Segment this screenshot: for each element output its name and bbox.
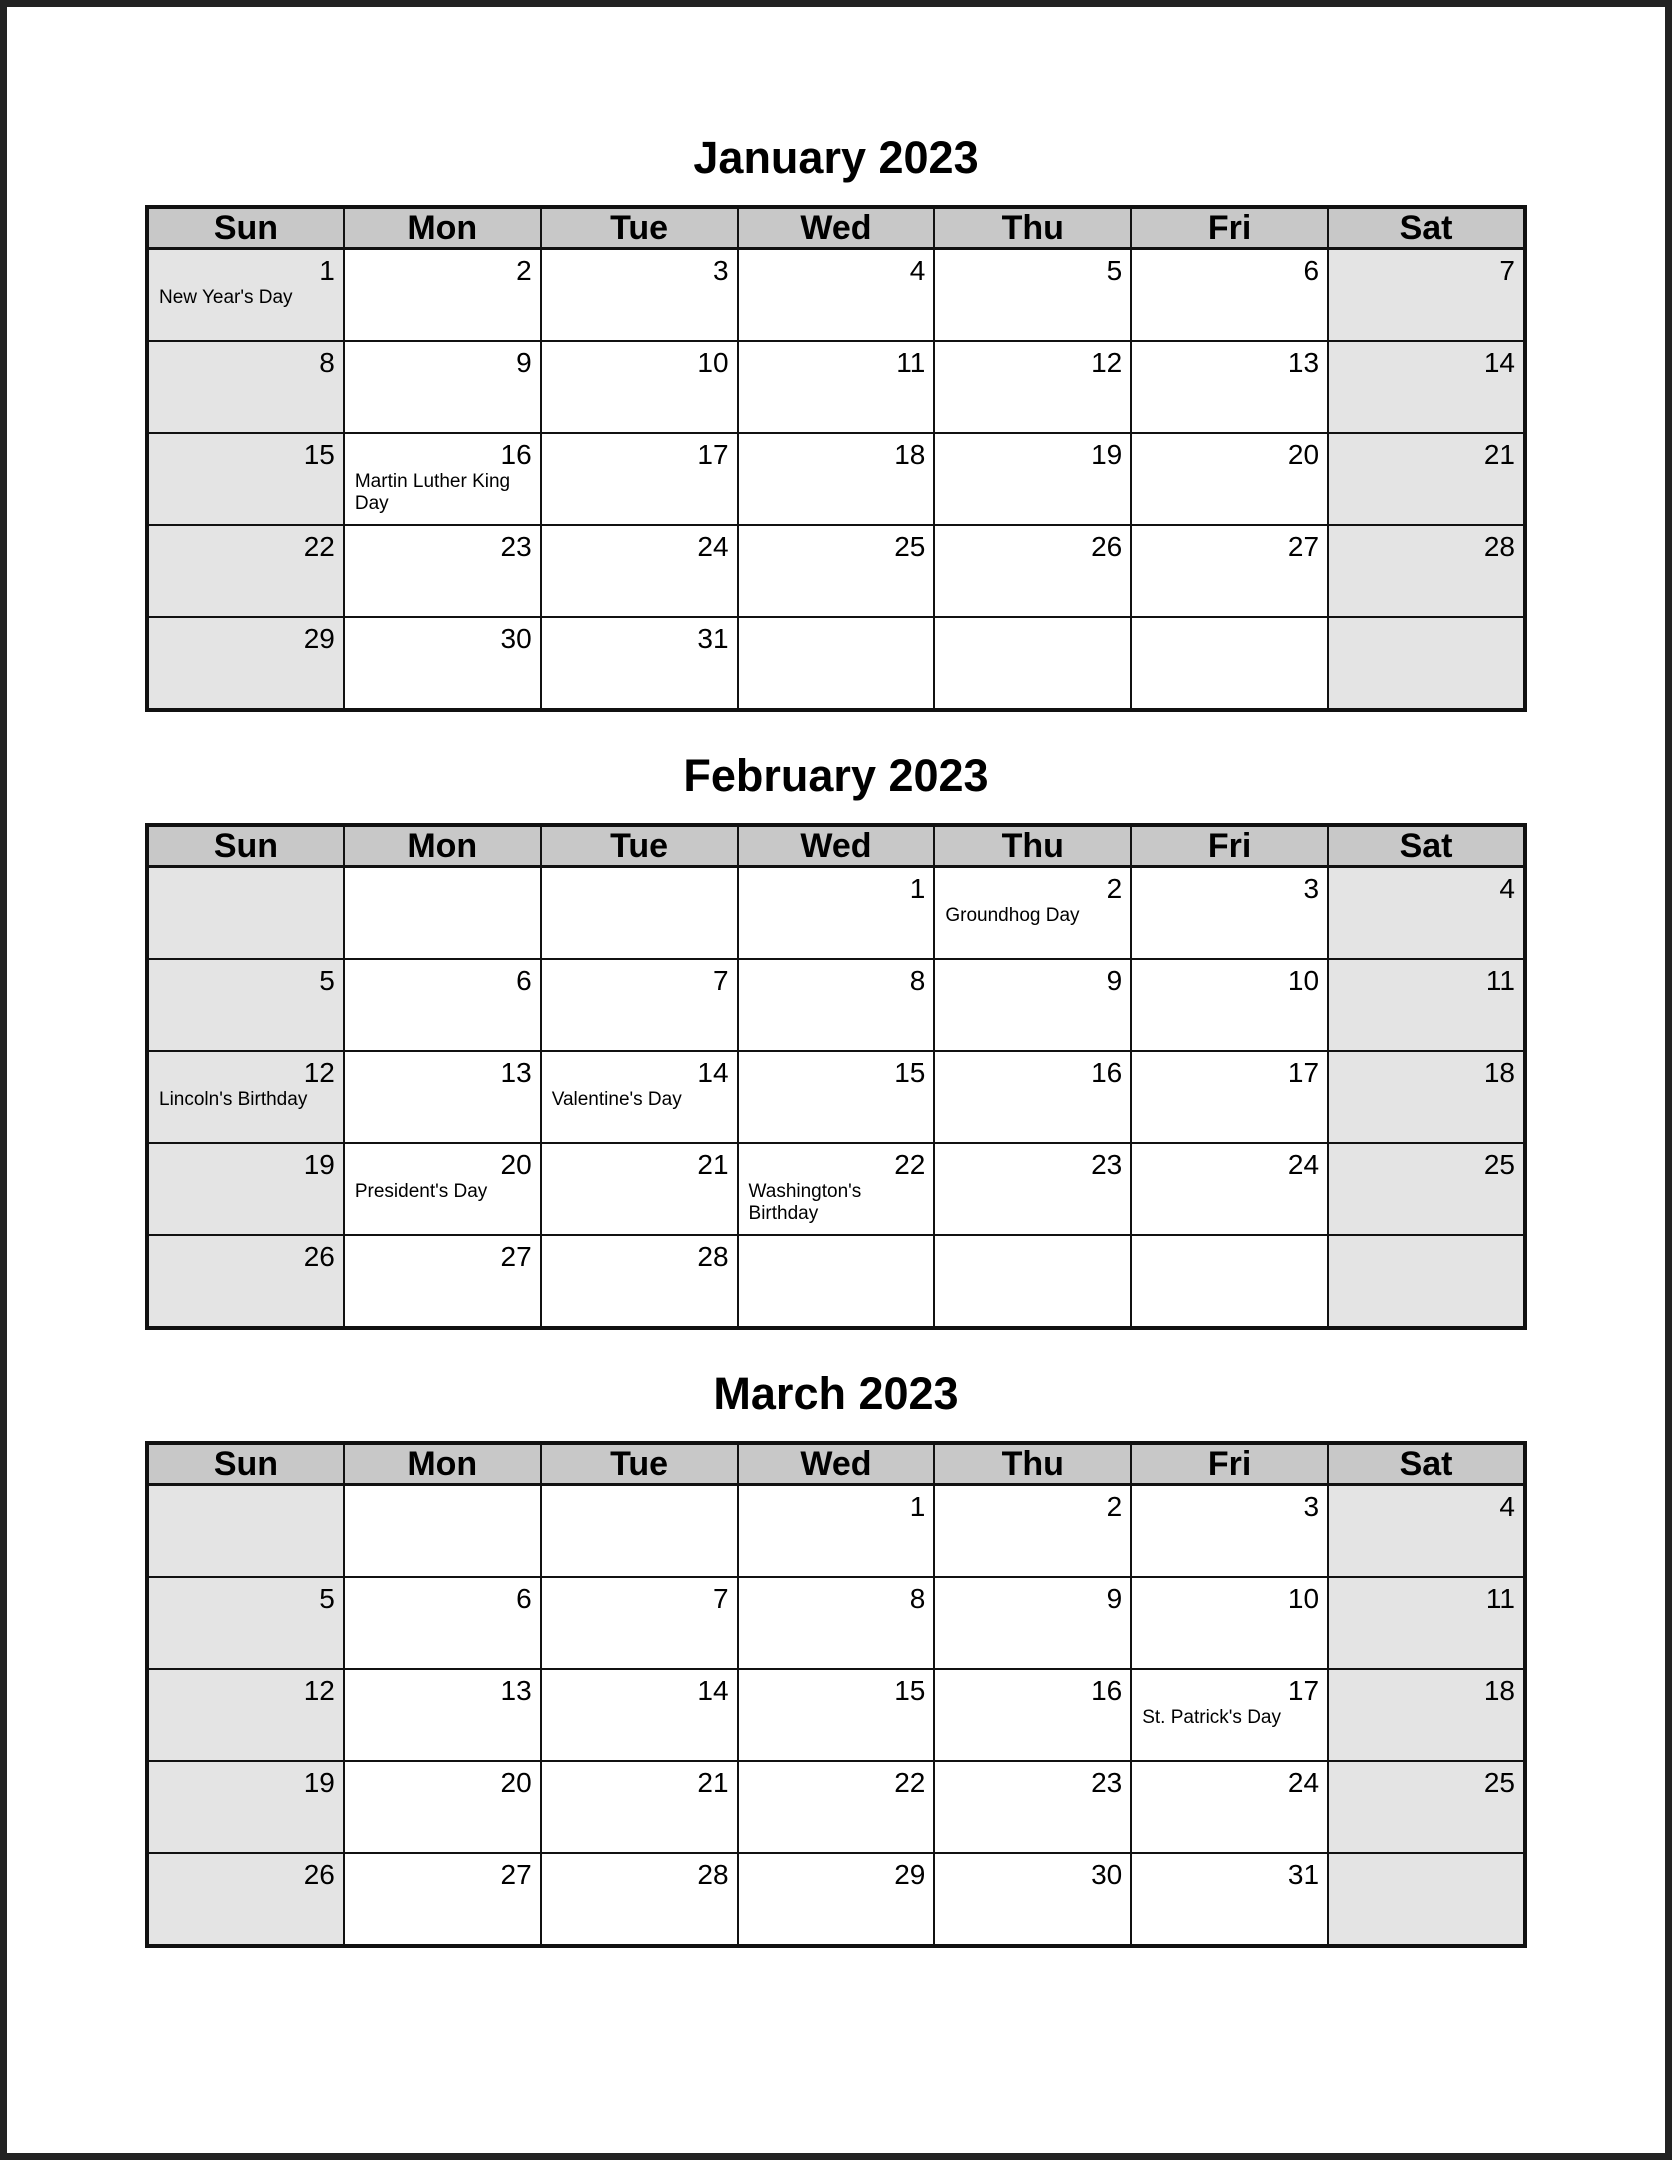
day-cell xyxy=(1131,1051,1328,1143)
holiday-label: Lincoln's Birthday xyxy=(159,1089,308,1110)
day-number: 4 xyxy=(1499,873,1515,904)
day-cell xyxy=(738,341,935,433)
calendar-body xyxy=(147,249,1525,711)
day-number: 31 xyxy=(1287,1859,1320,1890)
weekday-header-sun: Sun xyxy=(147,207,344,249)
day-cell xyxy=(1131,525,1328,617)
day-number: 14 xyxy=(697,1057,729,1088)
day-number: 18 xyxy=(1483,1675,1515,1706)
day-cell xyxy=(738,525,935,617)
day-cell xyxy=(344,1485,541,1578)
day-cell xyxy=(1131,1235,1328,1328)
day-number: 19 xyxy=(303,1149,335,1180)
calendar-grid xyxy=(145,823,1527,1330)
day-cell xyxy=(934,341,1131,433)
day-cell xyxy=(738,1853,935,1946)
day-number: 24 xyxy=(1287,1149,1320,1180)
day-cell xyxy=(1328,1051,1525,1143)
week-row xyxy=(147,1485,1525,1578)
day-number: 18 xyxy=(1483,1057,1515,1088)
holiday-label: Washington's Birthday xyxy=(748,1181,862,1224)
day-cell xyxy=(934,1235,1131,1328)
day-number: 4 xyxy=(1499,1491,1515,1522)
calendar-body xyxy=(147,1485,1525,1947)
day-cell xyxy=(934,617,1131,710)
day-number: 11 xyxy=(1485,1583,1515,1614)
day-number: 29 xyxy=(303,623,335,654)
week-row xyxy=(147,341,1525,433)
day-number xyxy=(935,1236,1130,1272)
day-number: 20 xyxy=(500,1149,532,1180)
weekday-header-tue: Tue xyxy=(541,1443,738,1485)
day-cell xyxy=(1328,249,1525,342)
weekday-header-row xyxy=(147,825,1525,867)
day-cell xyxy=(738,1577,935,1669)
day-cell xyxy=(1328,1853,1525,1946)
day-number xyxy=(1329,618,1523,654)
day-number: 9 xyxy=(516,347,532,378)
holiday-label: St. Patrick's Day xyxy=(1142,1707,1281,1728)
day-number: 1 xyxy=(319,255,335,286)
calendar-grid xyxy=(145,1441,1527,1948)
day-cell xyxy=(147,867,344,960)
day-cell xyxy=(934,1761,1131,1853)
day-cell xyxy=(541,1051,738,1143)
day-number: 23 xyxy=(1091,1149,1123,1180)
day-number: 24 xyxy=(1287,1767,1320,1798)
week-row xyxy=(147,249,1525,342)
weekday-header-mon: Mon xyxy=(344,1443,541,1485)
day-number: 10 xyxy=(1287,1583,1320,1614)
day-number: 15 xyxy=(894,1057,926,1088)
day-cell xyxy=(344,1051,541,1143)
day-cell xyxy=(344,1669,541,1761)
day-number: 22 xyxy=(894,1149,926,1180)
day-number: 21 xyxy=(697,1767,729,1798)
day-number: 5 xyxy=(1106,255,1123,286)
day-number: 4 xyxy=(909,255,926,286)
holiday-label: New Year's Day xyxy=(159,287,293,308)
day-number: 5 xyxy=(319,1583,335,1614)
day-cell xyxy=(541,1853,738,1946)
weekday-header-tue: Tue xyxy=(541,825,738,867)
day-cell xyxy=(1131,1485,1328,1578)
week-row xyxy=(147,525,1525,617)
day-cell xyxy=(1131,249,1328,342)
day-number: 26 xyxy=(303,1859,335,1890)
week-row xyxy=(147,959,1525,1051)
day-cell xyxy=(147,1761,344,1853)
day-number: 20 xyxy=(1287,439,1320,470)
day-cell xyxy=(541,1143,738,1235)
weekday-header-sat: Sat xyxy=(1328,825,1525,867)
day-number: 11 xyxy=(896,347,926,378)
day-number: 2 xyxy=(1106,873,1123,904)
day-number: 27 xyxy=(500,1859,532,1890)
weekday-header-wed: Wed xyxy=(738,825,935,867)
day-cell xyxy=(934,1853,1131,1946)
day-number: 7 xyxy=(1499,255,1515,286)
day-number: 18 xyxy=(894,439,926,470)
day-cell xyxy=(541,867,738,960)
day-cell xyxy=(1328,867,1525,960)
day-number: 26 xyxy=(1091,531,1123,562)
day-cell xyxy=(1328,1143,1525,1235)
day-cell xyxy=(541,1577,738,1669)
day-cell xyxy=(1328,433,1525,525)
day-cell xyxy=(541,1235,738,1328)
day-cell xyxy=(147,1669,344,1761)
day-cell xyxy=(344,433,541,525)
weekday-header-wed: Wed xyxy=(738,1443,935,1485)
day-number: 28 xyxy=(697,1859,729,1890)
day-cell xyxy=(147,1235,344,1328)
day-cell xyxy=(147,1051,344,1143)
day-number: 17 xyxy=(697,439,729,470)
day-number: 27 xyxy=(1287,531,1320,562)
day-cell xyxy=(934,433,1131,525)
month-calendar-january xyxy=(145,130,1527,654)
day-number: 19 xyxy=(1091,439,1123,470)
day-cell xyxy=(934,1143,1131,1235)
holiday-label: President's Day xyxy=(354,1181,488,1202)
day-number: 1 xyxy=(909,1491,926,1522)
day-number: 21 xyxy=(1483,439,1515,470)
day-number: 27 xyxy=(500,1241,532,1272)
day-cell xyxy=(738,959,935,1051)
week-row xyxy=(147,1235,1525,1328)
weekday-header-sat: Sat xyxy=(1328,207,1525,249)
weekday-header-tue: Tue xyxy=(541,207,738,249)
day-cell xyxy=(1328,1485,1525,1578)
day-number: 29 xyxy=(894,1859,926,1890)
weekday-header-sat: Sat xyxy=(1328,1443,1525,1485)
day-number xyxy=(739,1236,934,1272)
day-cell xyxy=(147,525,344,617)
day-cell xyxy=(1328,1235,1525,1328)
day-cell xyxy=(738,867,935,960)
day-cell xyxy=(541,249,738,342)
weekday-header-sun: Sun xyxy=(147,1443,344,1485)
day-number: 3 xyxy=(1303,873,1320,904)
day-number: 12 xyxy=(303,1675,335,1706)
day-number xyxy=(149,868,343,904)
day-cell xyxy=(934,1669,1131,1761)
day-number: 16 xyxy=(1091,1675,1123,1706)
day-number: 24 xyxy=(697,531,729,562)
day-cell xyxy=(738,249,935,342)
week-row xyxy=(147,1577,1525,1669)
day-number: 22 xyxy=(894,1767,926,1798)
day-number: 1 xyxy=(909,873,926,904)
day-cell xyxy=(344,249,541,342)
day-number: 20 xyxy=(500,1767,532,1798)
day-cell xyxy=(738,1051,935,1143)
day-cell xyxy=(147,617,344,710)
day-cell xyxy=(934,249,1131,342)
day-cell xyxy=(541,617,738,710)
month-calendar-february xyxy=(145,748,1527,1272)
day-number: 7 xyxy=(712,1583,729,1614)
day-number: 17 xyxy=(1287,1675,1320,1706)
day-cell xyxy=(738,617,935,710)
day-cell xyxy=(1328,1669,1525,1761)
day-number: 7 xyxy=(712,965,729,996)
day-cell xyxy=(541,1485,738,1578)
day-cell xyxy=(738,1485,935,1578)
day-number: 12 xyxy=(303,1057,335,1088)
day-cell xyxy=(344,525,541,617)
day-number xyxy=(1329,1236,1523,1272)
day-number: 12 xyxy=(1091,347,1123,378)
day-cell xyxy=(1131,1143,1328,1235)
day-cell xyxy=(738,1235,935,1328)
day-number: 15 xyxy=(303,439,335,470)
day-number: 13 xyxy=(500,1675,532,1706)
day-number: 21 xyxy=(697,1149,729,1180)
day-cell xyxy=(934,867,1131,960)
day-number: 8 xyxy=(319,347,335,378)
day-cell xyxy=(1328,617,1525,710)
day-number: 17 xyxy=(1287,1057,1320,1088)
month-calendar-march xyxy=(145,1366,1527,1890)
day-cell xyxy=(147,1577,344,1669)
day-cell xyxy=(147,341,344,433)
day-number: 9 xyxy=(1106,1583,1123,1614)
day-cell xyxy=(344,1235,541,1328)
day-cell xyxy=(344,341,541,433)
day-number xyxy=(1132,1236,1327,1272)
day-number xyxy=(149,1486,343,1522)
day-number: 25 xyxy=(1483,1767,1515,1798)
day-number xyxy=(345,868,540,904)
day-cell xyxy=(1131,433,1328,525)
weekday-header-row xyxy=(147,1443,1525,1485)
week-row xyxy=(147,867,1525,960)
day-number: 9 xyxy=(1106,965,1123,996)
day-number xyxy=(1132,618,1327,654)
weekday-header-thu: Thu xyxy=(934,207,1131,249)
day-number: 2 xyxy=(1106,1491,1123,1522)
day-number xyxy=(1329,1854,1523,1890)
day-cell xyxy=(344,959,541,1051)
weekday-header-fri: Fri xyxy=(1131,1443,1328,1485)
day-number xyxy=(542,868,737,904)
calendar-body xyxy=(147,867,1525,1329)
day-number: 3 xyxy=(712,255,729,286)
day-number: 8 xyxy=(909,1583,926,1614)
week-row xyxy=(147,433,1525,525)
day-number: 28 xyxy=(1483,531,1515,562)
day-cell xyxy=(1131,1853,1328,1946)
day-cell xyxy=(1131,867,1328,960)
day-cell xyxy=(147,959,344,1051)
weekday-header-row xyxy=(147,207,1525,249)
day-number xyxy=(935,618,1130,654)
weekday-header-fri: Fri xyxy=(1131,207,1328,249)
calendar-grid xyxy=(145,205,1527,712)
day-number: 6 xyxy=(516,965,532,996)
day-number: 31 xyxy=(697,623,729,654)
week-row xyxy=(147,1143,1525,1235)
day-cell xyxy=(738,1143,935,1235)
day-number: 22 xyxy=(303,531,335,562)
day-number: 10 xyxy=(1287,965,1320,996)
day-number xyxy=(345,1486,540,1522)
day-cell xyxy=(1328,1761,1525,1853)
day-number: 3 xyxy=(1303,1491,1320,1522)
day-number: 10 xyxy=(697,347,729,378)
weekday-header-fri: Fri xyxy=(1131,825,1328,867)
day-cell xyxy=(344,1143,541,1235)
day-cell xyxy=(147,1485,344,1578)
day-cell xyxy=(541,433,738,525)
day-cell xyxy=(1131,617,1328,710)
day-cell xyxy=(934,1485,1131,1578)
day-cell xyxy=(1328,1577,1525,1669)
week-row xyxy=(147,1761,1525,1853)
day-number: 6 xyxy=(516,1583,532,1614)
day-number: 16 xyxy=(500,439,532,470)
day-cell xyxy=(934,1577,1131,1669)
day-cell xyxy=(147,249,344,342)
holiday-label: Martin Luther King Day xyxy=(354,471,511,514)
day-cell xyxy=(738,433,935,525)
day-number: 30 xyxy=(1091,1859,1123,1890)
day-number: 26 xyxy=(303,1241,335,1272)
day-number: 6 xyxy=(1303,255,1320,286)
day-number: 30 xyxy=(500,623,532,654)
week-row xyxy=(147,1051,1525,1143)
day-number: 15 xyxy=(894,1675,926,1706)
day-number: 25 xyxy=(1483,1149,1515,1180)
day-cell xyxy=(1131,341,1328,433)
day-cell xyxy=(934,959,1131,1051)
day-number: 2 xyxy=(516,255,532,286)
week-row xyxy=(147,1669,1525,1761)
weekday-header-thu: Thu xyxy=(934,825,1131,867)
month-title: February 2023 xyxy=(683,750,989,801)
day-cell xyxy=(541,341,738,433)
day-number: 25 xyxy=(894,531,926,562)
day-number: 23 xyxy=(500,531,532,562)
day-cell xyxy=(1328,341,1525,433)
day-cell xyxy=(344,1761,541,1853)
day-cell xyxy=(1131,1669,1328,1761)
day-cell xyxy=(541,1761,738,1853)
day-number: 19 xyxy=(303,1767,335,1798)
week-row xyxy=(147,617,1525,710)
day-cell xyxy=(1328,525,1525,617)
weekday-header-thu: Thu xyxy=(934,1443,1131,1485)
day-cell xyxy=(541,959,738,1051)
day-cell xyxy=(1131,959,1328,1051)
month-title: March 2023 xyxy=(713,1368,959,1419)
weekday-header-sun: Sun xyxy=(147,825,344,867)
day-number: 5 xyxy=(319,965,335,996)
day-cell xyxy=(738,1669,935,1761)
day-cell xyxy=(147,433,344,525)
day-number xyxy=(542,1486,737,1522)
day-cell xyxy=(344,1853,541,1946)
day-cell xyxy=(344,617,541,710)
day-cell xyxy=(934,525,1131,617)
week-row xyxy=(147,1853,1525,1946)
day-number: 28 xyxy=(697,1241,729,1272)
holiday-label: Groundhog Day xyxy=(945,905,1080,926)
day-number: 11 xyxy=(1485,965,1515,996)
weekday-header-mon: Mon xyxy=(344,207,541,249)
day-cell xyxy=(541,1669,738,1761)
day-cell xyxy=(738,1761,935,1853)
day-number: 14 xyxy=(697,1675,729,1706)
day-cell xyxy=(1131,1761,1328,1853)
day-cell xyxy=(344,867,541,960)
day-cell xyxy=(541,525,738,617)
month-title: January 2023 xyxy=(693,132,979,183)
day-cell xyxy=(1131,1577,1328,1669)
day-cell xyxy=(147,1853,344,1946)
day-number: 8 xyxy=(909,965,926,996)
day-cell xyxy=(934,1051,1131,1143)
holiday-label: Valentine's Day xyxy=(551,1089,682,1110)
day-number: 23 xyxy=(1091,1767,1123,1798)
day-number: 14 xyxy=(1483,347,1515,378)
weekday-header-wed: Wed xyxy=(738,207,935,249)
day-cell xyxy=(1328,959,1525,1051)
day-number: 13 xyxy=(1287,347,1320,378)
day-number xyxy=(739,618,934,654)
day-cell xyxy=(344,1577,541,1669)
day-number: 13 xyxy=(500,1057,532,1088)
weekday-header-mon: Mon xyxy=(344,825,541,867)
day-number: 16 xyxy=(1091,1057,1123,1088)
day-cell xyxy=(147,1143,344,1235)
